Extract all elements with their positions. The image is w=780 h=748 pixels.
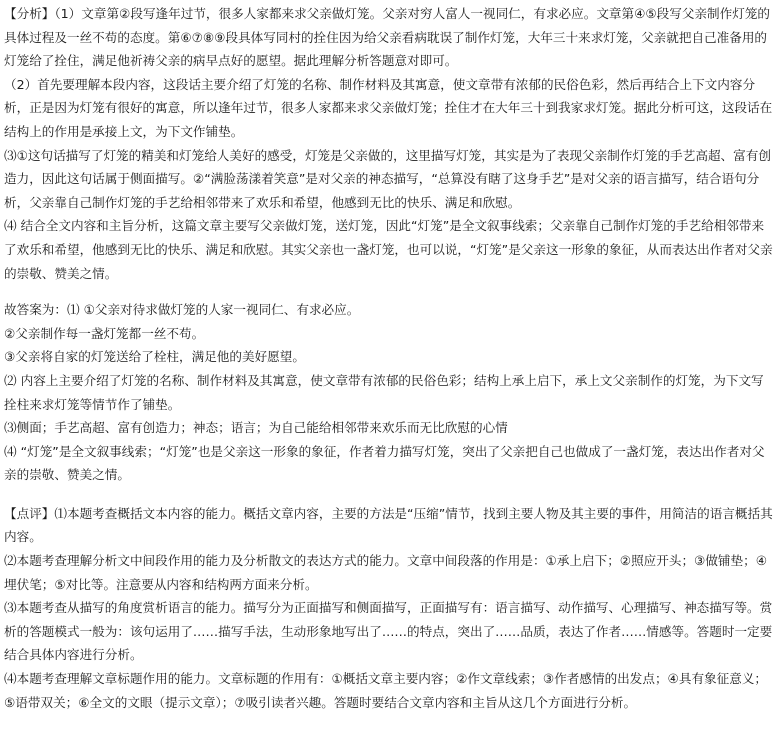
answer-line-2: ②父亲制作每一盏灯笼都一丝不苟。 xyxy=(4,325,205,341)
comment-section xyxy=(4,502,776,714)
answer-line-5: ⑶侧面；手艺高超、富有创造力；神态；语言；为自己能给相邻带来欢乐而无比欣慰的心情 xyxy=(4,420,508,436)
answer-line-4: ⑵ 内容上主要介绍了灯笼的名称、制作材料及其寓意，使文章带有浓郁的民俗色彩；结构上承上启下，承上文父亲制作的灯笼，为下文写拴柱来求灯笼等情节作了铺垫。 xyxy=(4,372,764,412)
answer-line-6: ⑷ “灯笼”是全文叙事线索；“灯笼”也是父亲这一形象的象征，作者着力描写灯笼，突出了父亲把自己也做成了一盏灯笼，表达出作者对父亲的崇敬、赞美之情。 xyxy=(4,443,765,483)
section-spacer xyxy=(4,487,776,502)
analysis-paragraph-1: 【分析】（1）文章第②段写逢年过节，很多人家都来求父亲做灯笼。父亲对穷人富人一视同仁，有求必应。文章第④⑤段写父亲制作灯笼的具体过程及一丝不苟的态度。第⑥⑦⑧⑨段具体写同村的拴住因为给父亲看病耽误了制作灯笼，大年三十来求灯笼，父亲就把自己准备用的灯笼给了拴住，满足他祈祷父亲的病早点好的愿望。据此理解分析答题意对即可。 xyxy=(4,6,771,69)
answer-section xyxy=(4,298,776,487)
solution-document xyxy=(4,2,776,714)
analysis-section xyxy=(4,2,776,285)
comment-paragraph-4: ⑷本题考查理解文章标题作用的能力。文章标题的作用有：①概括文章主要内容；②作文章线索；③作者感情的出发点；④具有象征意义；⑤语带双关；⑥全文的文眼（提示文章）；⑦吸引读者兴趣。答题时要结合文章内容和主旨从这几个方面进行分析。 xyxy=(4,671,768,710)
comment-paragraph-3: ⑶本题考查从描写的角度赏析语言的能力。描写分为正面描写和侧面描写，正面描写有：语言描写、动作描写、心理描写、神态描写等。赏析的答题模式一般为：该句运用了……描写手法，生动形象地写出了……的特点，突出了……品质，表达了作者……情感等。答题时一定要结合具体内容进行分析。 xyxy=(4,600,773,663)
answer-line-3: ③父亲将自家的灯笼送给了栓柱，满足他的美好愿望。 xyxy=(4,349,305,365)
comment-paragraph-1: 【点评】⑴本题考查概括文本内容的能力。概括文章内容，主要的方法是“压缩”情节，找到主要人物及其主要的事件，用简洁的语言概括其内容。 xyxy=(4,505,773,545)
analysis-paragraph-4: ⑷ 结合全文内容和主旨分析，这篇文章主要写父亲做灯笼，送灯笼，因此“灯笼”是全文叙事线索；父亲靠自己制作灯笼的手艺给相邻带来了欢乐和希望，他感到无比的快乐、满足和欣慰。其实父亲也一盏灯笼，也可以说，“灯笼”是父亲这一形象的象征，从而表达出作者对父亲的崇敬、赞美之情。 xyxy=(4,218,773,281)
section-spacer xyxy=(4,285,776,298)
comment-paragraph-2: ⑵本题考查理解分析文中间段作用的能力及分析散文的表达方式的能力。文章中间段落的作用是：①承上启下；②照应开头；③做铺垫；④埋伏笔；⑤对比等。注意要从内容和结构两方面来分析。 xyxy=(4,553,768,592)
analysis-paragraph-2: （2）首先要理解本段内容，这段话主要介绍了灯笼的名称、制作材料及其寓意，使文章带有浓郁的民俗色彩，然后再结合上下文内容分析，正是因为灯笼有很好的寓意，所以逢年过节，很多人家都来求父亲做灯笼；拴住才在大年三十到我家求灯笼。据此分析可这，这段话在结构上的作用是承接上文，为下文作铺垫。 xyxy=(4,76,773,139)
answer-line-1: 故答案为：⑴ ①父亲对待求做灯笼的人家一视同仁、有求必应。 xyxy=(4,302,360,318)
analysis-paragraph-3: ⑶①这句话描写了灯笼的精美和灯笼给人美好的感受，灯笼是父亲做的，这里描写灯笼，其实是为了表现父亲制作灯笼的手艺高超、富有创造力，因此这句话属于侧面描写。②“满脸荡漾着笑意”是对父亲的神态描写，“总算没有瞎了这身手艺”是对父亲的语言描写，结合语句分析，父亲靠自己制作灯笼的手艺给相邻带来了欢乐和希望，他感到无比的快乐、满足和欣慰。 xyxy=(4,147,771,210)
